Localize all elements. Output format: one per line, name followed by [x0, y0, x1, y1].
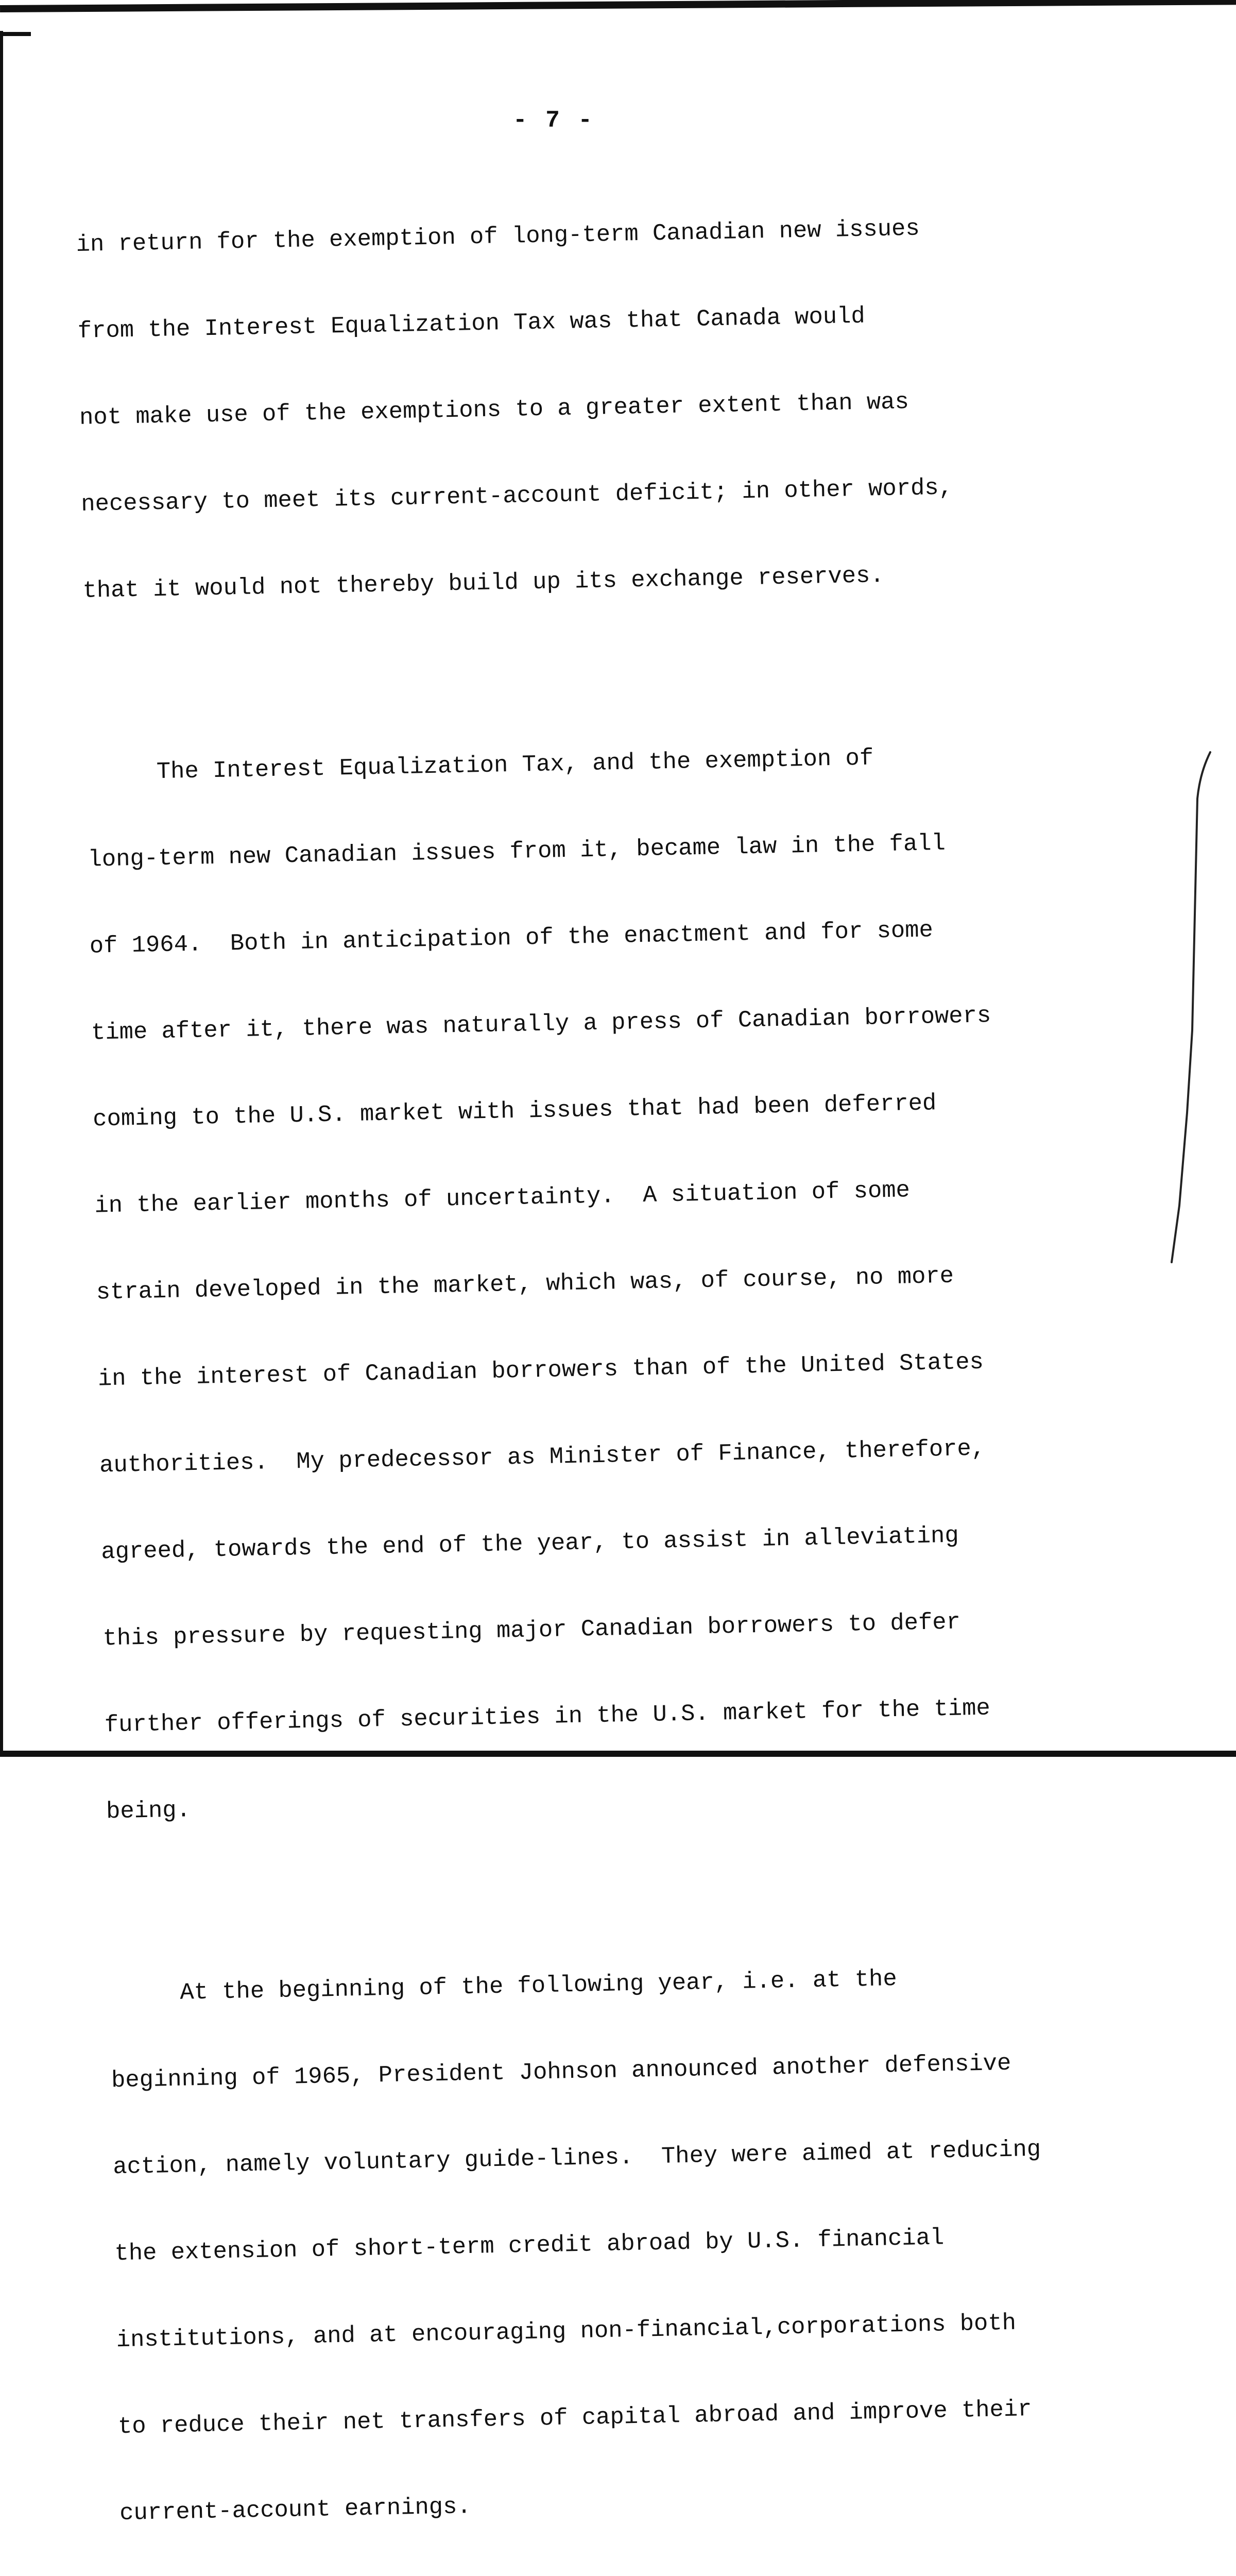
text-line: not make use of the exemptions to a greater extent than was	[79, 388, 909, 431]
text-line: being.	[106, 1797, 191, 1825]
text-line: necessary to meet its current-account deficit; in other words,	[80, 474, 953, 518]
body-text	[75, 152, 1231, 2576]
text-line: current-account earnings.	[119, 2493, 472, 2527]
text-line: beginning of 1965, President Johnson announced another defensive	[111, 2049, 1011, 2094]
paragraph-1	[75, 152, 1155, 663]
paragraph-2	[85, 681, 1179, 1884]
text-line: coming to the U.S. market with issues that had been deferred	[92, 1090, 937, 1133]
text-line: strain developed in the market, which was, of course, no more	[96, 1262, 954, 1306]
text-line: in the interest of Canadian borrowers than of the United States	[97, 1348, 984, 1393]
text-line: this pressure by requesting major Canadian borrowers to defer	[102, 1608, 961, 1652]
page-number: - 7 -	[512, 107, 595, 134]
text-line: time after it, there was naturally a press of Canadian borrowers	[91, 1002, 991, 1046]
scan-border-left	[0, 31, 3, 1752]
text-line: At the beginning of the following year, i.e. at the	[109, 1965, 898, 2008]
text-line: The Interest Equalization Tax, and the exemption of	[85, 744, 874, 787]
text-line: authorities. My predecessor as Minister of Finance, therefore,	[99, 1435, 986, 1479]
text-line: agreed, towards the end of the year, to assist in alleviating	[100, 1522, 959, 1566]
paragraph-3	[108, 1901, 1192, 2576]
text-line: from the Interest Equalization Tax was that Canada would	[77, 302, 866, 345]
text-line: long-term new Canadian issues from it, became law in the fall	[88, 829, 946, 873]
margin-sidebar-line	[1102, 742, 1215, 1267]
text-line: of 1964. Both in anticipation of the enactment and for some	[89, 917, 934, 960]
text-line: action, namely voluntary guide-lines. They were aimed at reducing	[112, 2136, 1041, 2181]
scan-border-mark	[0, 32, 31, 36]
text-line: the extension of short-term credit abroad by U.S. financial	[114, 2224, 945, 2267]
text-line: in return for the exemption of long-term Canadian new issues	[76, 215, 920, 258]
scan-border-top	[0, 0, 1236, 12]
text-line: institutions, and at encouraging non-financial,corporations both	[116, 2309, 1017, 2354]
text-line: that it would not thereby build up its exchange reserves.	[82, 562, 885, 604]
text-line: further offerings of securities in the U.S. market for the time	[104, 1694, 991, 1739]
text-line: to reduce their net transfers of capital abroad and improve their	[117, 2396, 1032, 2441]
text-line: in the earlier months of uncertainty. A situation of some	[94, 1177, 911, 1219]
